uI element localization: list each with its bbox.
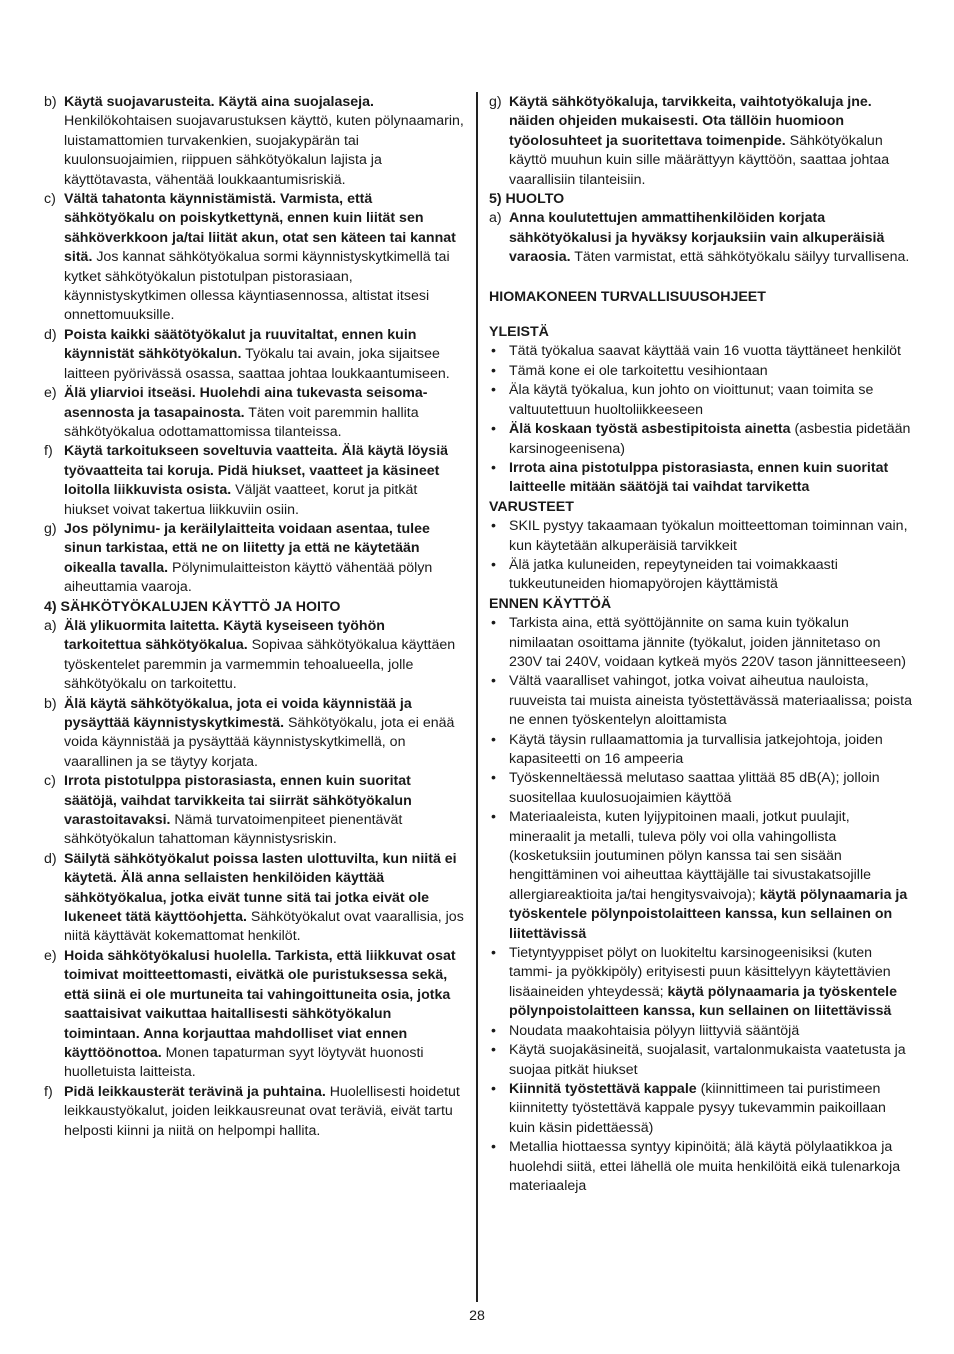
bullet-item: • Tietyntyyppiset pölyt on luokiteltu karsinogeenisiksi (kuten tammi- ja pyökkipöly) erityisesti puun käsittelyyn käytettävien lisäaineiden yhteydessä; käytä pölynaamaria ja työskentele pölynpoistolaitteen kanssa, kun sellainen on liitettävissä	[489, 944, 914, 1022]
list-item: b) Älä käytä sähkötyökalua, jota ei voida käynnistää ja pysäyttää käynnistyskytkimestä. Sähkötyökalu, jota ei enää voida käynnistää ja pysäyttää käynnistyskytkimellä, on vaarallinen ja se täytyy korjata.	[44, 695, 455, 770]
bullet-item: • Metallia hiottaessa syntyy kipinöitä; älä käytä pölylaatikkoa ja huolehdi siitä, ettei lähellä ole muita henkilöitä eikä tulenarkoja materiaaleja	[489, 1138, 914, 1196]
bullet-item: • Materiaaleista, kuten lyijypitoinen maali, jotkut puulajit, mineraalit ja metalli, tuleva pöly voi olla vahingollista (kosketuksiin joutuminen pölyn kanssa tai sen sisään hengittäminen voi aiheuttaa käyttäjälle tai sivustakatsojille allergiareaktioita ja/tai hengitysvaivoja); käytä pölynaamaria ja työskentele pölynpoistolaitteen kanssa, kun sellainen on liitettävissä	[489, 808, 914, 944]
left-column	[44, 93, 464, 1141]
section-heading: VARUSTEET	[489, 498, 574, 515]
bullet-item: • Äla käytä työkalua, kun johto on vioittunut; vaan toimita se valtuutettuun huoltoliikkeeseen	[489, 381, 914, 420]
bullet-item: • Vältä vaaralliset vahingot, jotka voivat aiheutua nauloista, ruuveista tai muista aineista työstettävässä materiaalissa; poista ne ennen työskentelyn aloittamista	[489, 672, 914, 730]
bullet-item: • Älä jatka kuluneiden, repeytyneiden tai voimakkaasti tukkeutuneiden hiomapyörojen käyttämistä	[489, 556, 914, 595]
list-item: f) Käytä tarkoitukseen soveltuvia vaatteita. Älä käytä löysiä työvaatteita tai koruja. Pidä hiukset, vaatteet ja käsineet loitolla liikkuvista osista. Väljät vaatteet, korut ja pitkät hiukset voivat takertua liikkuviin osiin.	[44, 443, 449, 518]
bullet-item: • SKIL pystyy takaamaan työkalun moitteettoman toiminnan vain, kun käytetään alkuperäisiä tarvikkeit	[489, 517, 914, 556]
bullet-item: • Käytä suojakäsineitä, suojalasit, vartalonmukaista vaatetusta ja suojaa pitkät hiukset	[489, 1041, 914, 1080]
bullet-item: • Työskenneltäessä melutaso saattaa ylittää 85 dB(A); jolloin suositellaa kuulosuojaimien käyttöä	[489, 769, 914, 808]
right-column	[489, 93, 914, 1196]
section-heading: ENNEN KÄYTTÖÄ	[489, 595, 612, 612]
bullet-item: • Käytä täysin rullaamattomia ja turvallisia jatkejohtoja, joiden kapasiteetti on 16 ampeeria	[489, 731, 914, 770]
list-item: a) Anna koulutettujen ammattihenkilöiden korjata sähkötyökalusi ja hyväksy korjauksiin vain alkuperäisiä varaosia. Täten varmistat, että sähkötyökalu säilyy turvallisena.	[489, 210, 910, 266]
section-heading: 4) SÄHKÖTYÖKALUJEN KÄYTTÖ JA HOITO	[44, 598, 341, 615]
page-number: 28	[469, 1308, 485, 1324]
bullet-item: • Älä koskaan työstä asbestipitoista ainetta (asbestia pidetään karsinogeenisena)	[489, 420, 914, 459]
column-divider	[476, 92, 478, 1302]
list-item: g) Jos pölynimu- ja keräilylaitteita voidaan asentaa, tulee sinun tarkistaa, että ne on liitetty ja että ne käytetään oikealla tavalla. Pölynimulaitteiston käyttö vähentää pölyn aiheuttamia vaaroja.	[44, 520, 433, 596]
page-heading: HIOMAKONEEN TURVALLISUUSOHJEET	[489, 288, 766, 305]
section-heading: YLEISTÄ	[489, 324, 549, 341]
list-item: e) Älä yliarvioi itseäsi. Huolehdi aina tukevasta seisoma-asennosta ja tasapainosta. Täten voit paremmin hallita sähkötyökalua odottamattomissa tilanteissa.	[44, 385, 428, 440]
bullet-item: • Kiinnitä työstettävä kappale (kiinnittimeen tai puristimeen kiinnitetty työstettävä kappale pysyy tukevammin paikoillaan kuin käsin pidettäessä)	[489, 1080, 914, 1138]
list-item: d) Poista kaikki säätötyökalut ja ruuvitaltat, ennen kuin käynnistät sähkötyökalun. Työkalu tai avain, joka sijaitsee laitteen pyörivässä osassa, saattaa johtaa loukkaantumiseen.	[44, 326, 450, 382]
list-item: a) Älä ylikuormita laitetta. Käytä kyseiseen työhön tarkoitettua sähkötyökalua. Sopivaa sähkötyökalua käyttäen työskentelet paremmin ja varmemmin tehoalueella, jolle sähkötyökalu on tarkoitettu.	[44, 617, 456, 693]
bullet-item: • Tätä työkalua saavat käyttää vain 16 vuotta täyttäneet henkilöt	[489, 342, 914, 361]
bullet-item: • Irrota aina pistotulppa pistorasiasta, ennen kuin suoritat laitteelle mitään säätöjä tai vaihdat tarviketta	[489, 459, 914, 498]
list-item: f) Pidä leikkausterät terävinä ja puhtaina. Huolellisesti hoidetut leikkaustyökalut, joiden leikkausreunat ovat teräviä, eivät tartu helposti kiinni ja niitä on helpompi hallita.	[44, 1083, 460, 1139]
bullet-item: • Tämä kone ei ole tarkoitettu vesihiontaan	[489, 362, 914, 381]
list-item: c) Irrota pistotulppa pistorasiasta, ennen kuin suoritat säätöjä, vaihdat tarvikkeita tai siirrät sähkötyökalun varastoitavaksi. Nämä turvatoimenpiteet pienentävät sähkötyökalun tahattoman käynnistysriskin.	[44, 773, 412, 848]
list-item: g) Käytä sähkötyökaluja, tarvikkeita, vaihtotyökaluja jne. näiden ohjeiden mukaisesti. Ota tällöin huomioon työolosuhteet ja suoritettava toimenpide. Sähkötyökalun käyttö muuhun kuin sille määrättyyn käyttöön, saattaa johtaa vaarallisiin tilanteisiin.	[489, 94, 890, 188]
bullet-item: • Noudata maakohtaisia pölyyn liittyviä sääntöjä	[489, 1022, 914, 1041]
bullet-item: • Tarkista aina, että syöttöjännite on sama kuin työkalun nimilaatan osoittama jännite (työkalut, joiden jännitetaso on 230V tai 240V, voidaan kytkeä myös 220V tason jännitteeseen)	[489, 614, 914, 672]
list-item: b) Käytä suojavarusteita. Käytä aina suojalaseja. Henkilökohtaisen suojavarustuksen käyttö, kuten pölynaamarin, luistamattomien turvakenkien, suojakypärän tai kuulonsuojaimien, riippuen sähkötyökalun lajista ja käyttötavasta, vähentää loukkaantumisriskiä.	[44, 94, 464, 188]
list-item: c) Vältä tahatonta käynnistämistä. Varmista, että sähkötyökalu on poiskytkettynä, ennen kuin liität sen sähköverkkoon ja/tai liität akun, otat sen käteen tai kannat sitä. Jos kannat sähkötyökalua sormi käynnistyskytkimellä tai kytket sähkötyökalun pistotulpan pistorasiaan, käynnistyskytkimen ollessa käyntiasennossa, altistat itsesi onnettomuuksille.	[44, 191, 456, 324]
list-item: d) Säilytä sähkötyökalut poissa lasten ulottuvilta, kun niitä ei käytetä. Älä anna sellaisten henkilöiden käyttää sähkötyökalua, jotka eivät tunne sitä tai jotka eivät ole lukeneet tätä käyttöohjetta. Sähkötyökalut ovat vaarallisia, jos niitä käyttävät kokemattomat henkilöt.	[44, 850, 464, 945]
section-heading: 5) HUOLTO	[489, 191, 565, 208]
list-item: e) Hoida sähkötyökalusi huolella. Tarkista, että liikkuvat osat toimivat moitteettomasti, eivätkä ole puristuksessa sekä, että siinä ei ole murtuneita tai vahingoittuneita osia, jotka saattaisivat vaikuttaa haitallisesti sähkötyökalun toimintaan. Anna korjauttaa mahdolliset viat ennen käyttöönottoa. Monen tapaturman syyt löytyvät huonosti huolletuista laitteista.	[44, 947, 456, 1081]
